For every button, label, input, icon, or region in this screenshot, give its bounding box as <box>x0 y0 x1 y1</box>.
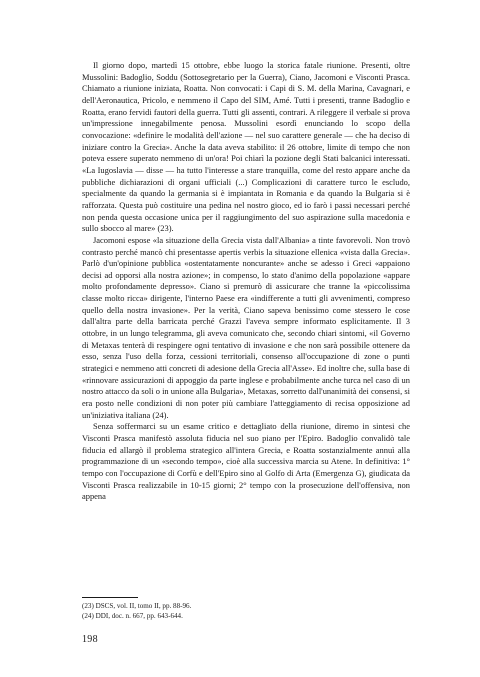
paragraph-3: Senza soffermarci su un esame critico e dettagliato della riunione, diremo in sintesi che Visconti Prasca manifestò assoluta fiducia nel suo piano per l'Epiro. Badoglio convalidò tale fiducia ed allargò il problema strategico all'intera Grecia, e Roatta sostanzialmente annuì alla programmazione di un «secondo tempo», cioè alla successiva marcia su Atene. In definitiva: 1° tempo con l'occupazione di Corfù e dell'Epiro sino al Golfo di Arta (Emergenza G), giudicata da Visconti Prasca realizzabile in 10-15 giorni; 2° tempo con la prosecuzione dell'offensiva, non appena <box>82 421 410 502</box>
body-text <box>82 60 410 503</box>
footnote-23: (23) DSCS, vol. II, tomo II, pp. 88-96. <box>82 602 192 610</box>
footnotes <box>82 601 410 621</box>
footnote-24: (24) DDI, doc. n. 667, pp. 643-644. <box>82 612 183 620</box>
page-number: 198 <box>82 634 98 645</box>
footnote-rule <box>82 597 138 598</box>
paragraph-1: Il giorno dopo, martedì 15 ottobre, ebbe luogo la storica fatale riunione. Presenti, oltre Mussolini: Badoglio, Soddu (Sottosegretario per la Guerra), Ciano, Jacomoni e Visconti Prasca. Chiamato a riunione iniziata, Roatta. Non convocati: i Capi di S. M. della Marina, Cavagnari, e dell'Aeronautica, Pricolo, e nemmeno il Capo del SIM, Amé. Tutti i presenti, tranne Badoglio e Roatta, erano fervidi fautori della guerra. Tutti gli assenti, contrari. A rileggere il verbale si prova un'impressione innegabilmente penosa. Mussolini esordì enunciando lo scopo della convocazione: «definire le modalità dell'azione — nel suo carattere generale — che ha deciso di iniziare contro la Grecia». Anche la data aveva stabilito: il 26 ottobre, limite di tempo che non poteva essere superato nemmeno di un'ora! Poi chiarì la pozione degli Stati balcanici interessati. «La Iugoslavia — disse — ha tutto l'interesse a stare tranquilla, come del resto appare anche da pubbliche dichiarazioni di organi ufficiali (...) Complicazioni di carattere turco le escludo, specialmente da quando la germania si è impiantata in Romania e da quando la Bulgaria si è rafforzata. Questa può costituire una pedina nel nostro gioco, ed io farò i passi necessari perché non penda questa occasione unica per il raggiungimento del suo aspirazione sulla macedonia e sullo sbocco al mare» (23). <box>82 60 410 234</box>
paragraph-2: Jacomoni espose «la situazione della Grecia vista dall'Albania» a tinte favorevoli. Non trovò contrasto perché mancò chi presentasse apertis verbis la situazione ellenica «vista dalla Grecia». Parlò d'un'opinione pubblica «ostentatamente noncurante» anche se adesso i Greci «appaiono decisi ad opporsi alla nostra azione»; in compenso, lo stato d'animo della popolazione «appare molto profondamente depresso». Ciano si premurò di assicurare che tranne la «piccolissima classe molto ricca» dirigente, l'interno Paese era «indifferente a tutti gli avvenimenti, compreso quello della nostra invasione». Per la verità, Ciano sapeva benissimo come stessero le cose dall'altra parte della barricata perché Grazzi l'aveva sempre informato esplicitamente. Il 3 ottobre, in un lungo telegramma, gli aveva comunicato che, secondo chiari sintomi, «il Governo di Metaxas tenterà di respingere ogni tentativo di invasione e che non sarà possibile ottenere da esso, senza l'uso della forza, cessioni territoriali, consenso all'occupazione di zone o punti strategici e nemmeno atti concreti di adesione della Grecia all'Asse». Ed inoltre che, sulla base di «rinnovare assicurazioni di appoggio da parte inglese e probabilmente anche turca nel caso di un nostro attacco da soli o in unione alla Bulgaria», Metaxas, sorretto dall'unanimità dei consensi, si era posto nelle condizioni di non poter più cambiare l'atteggiamento di recisa opposizione ad un'iniziativa italiana (24). <box>82 234 410 420</box>
